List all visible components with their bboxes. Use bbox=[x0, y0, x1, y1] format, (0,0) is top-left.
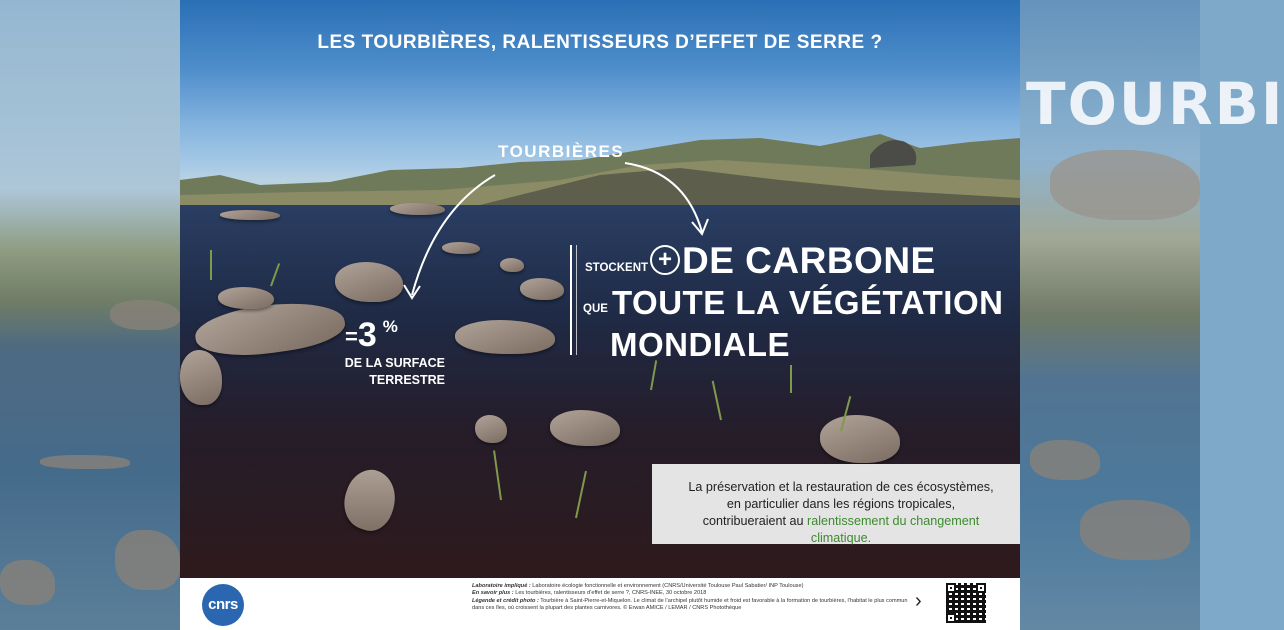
credit-lab-label: Laboratoire impliqué : bbox=[472, 583, 531, 589]
surface-line-2: TERRESTRE bbox=[369, 373, 445, 387]
rock bbox=[1050, 150, 1200, 220]
arrow-left bbox=[412, 175, 495, 295]
info-text-main: La préservation et la restauration de ces écosystèmes, en particulier dans les régions tropicales, contribueraient au bbox=[688, 480, 994, 528]
credits-block bbox=[472, 583, 908, 613]
credit-lab-text: Laboratoire écologie fonctionnelle et environnement (CNRS/Université Toulouse Paul Sabatier/ INP Toulouse) bbox=[530, 583, 804, 589]
rock bbox=[110, 300, 180, 330]
credit-legend-label: Légende et crédit photo : bbox=[472, 597, 539, 604]
headline-carbon: DE CARBONE bbox=[682, 240, 936, 281]
poster bbox=[180, 0, 1020, 630]
percent-value: 3 bbox=[357, 316, 377, 354]
poster-title: LES TOURBIÈRES, RALENTISSEURS D’EFFET DE SERRE ? bbox=[317, 32, 883, 53]
qr-finder bbox=[976, 583, 986, 593]
arrow-right bbox=[625, 163, 702, 232]
credit-more bbox=[472, 590, 908, 597]
qr-code-icon[interactable] bbox=[946, 583, 986, 623]
info-text bbox=[684, 479, 998, 547]
divider-bar bbox=[570, 245, 572, 355]
credit-lab bbox=[472, 583, 908, 590]
surface-line-1: DE LA SURFACE bbox=[344, 356, 445, 370]
background-right bbox=[1020, 0, 1284, 630]
headline-vegetation: TOUTE LA VÉGÉTATION bbox=[612, 284, 1004, 321]
rock bbox=[1080, 500, 1190, 560]
que-label: QUE bbox=[583, 303, 608, 315]
peatland-label: TOURBIÈRES bbox=[498, 142, 625, 161]
credit-more-label: En savoir plus : bbox=[472, 590, 514, 597]
rock bbox=[0, 560, 55, 605]
qr-finder bbox=[946, 583, 956, 593]
footer bbox=[180, 578, 1020, 630]
info-text-highlight: ralentissement du changement climatique. bbox=[807, 514, 980, 545]
qr-finder bbox=[946, 613, 956, 623]
divider-bar-thin bbox=[576, 245, 577, 355]
headline-mondiale: MONDIALE bbox=[610, 326, 790, 363]
rock bbox=[40, 455, 130, 469]
percent-sign: % bbox=[382, 317, 398, 336]
background-title-ghost: TOURBI bbox=[1026, 70, 1284, 138]
credit-legend-text: Tourbière à Saint-Pierre-et-Miquelon. Le climat de l’archipel plutôt humide et froid est favorable à la formation de tourbières, l’habitat le plus commun dans ces îles, où croissent la plupart des plantes carnivores. © Erwan AMICE / LEMAR / CNRS Photothèque bbox=[472, 597, 908, 612]
chevron-right-icon[interactable]: › bbox=[915, 590, 922, 612]
surface-caption bbox=[340, 355, 445, 389]
surface-percentage bbox=[345, 316, 398, 355]
credit-more-text[interactable]: Les tourbières, ralentisseurs d’effet de serre ?, CNRS-INEE, 30 octobre 2018 bbox=[513, 590, 707, 597]
credit-legend bbox=[472, 598, 908, 613]
equals-sign: = bbox=[345, 324, 358, 349]
info-box bbox=[652, 464, 1020, 544]
rock bbox=[115, 530, 180, 590]
plus-circle-icon: + bbox=[650, 245, 680, 275]
background-left bbox=[0, 0, 180, 630]
cnrs-logo[interactable]: cnrs bbox=[202, 584, 244, 626]
stockent-label: STOCKENT bbox=[585, 262, 649, 274]
rock bbox=[1030, 440, 1100, 480]
